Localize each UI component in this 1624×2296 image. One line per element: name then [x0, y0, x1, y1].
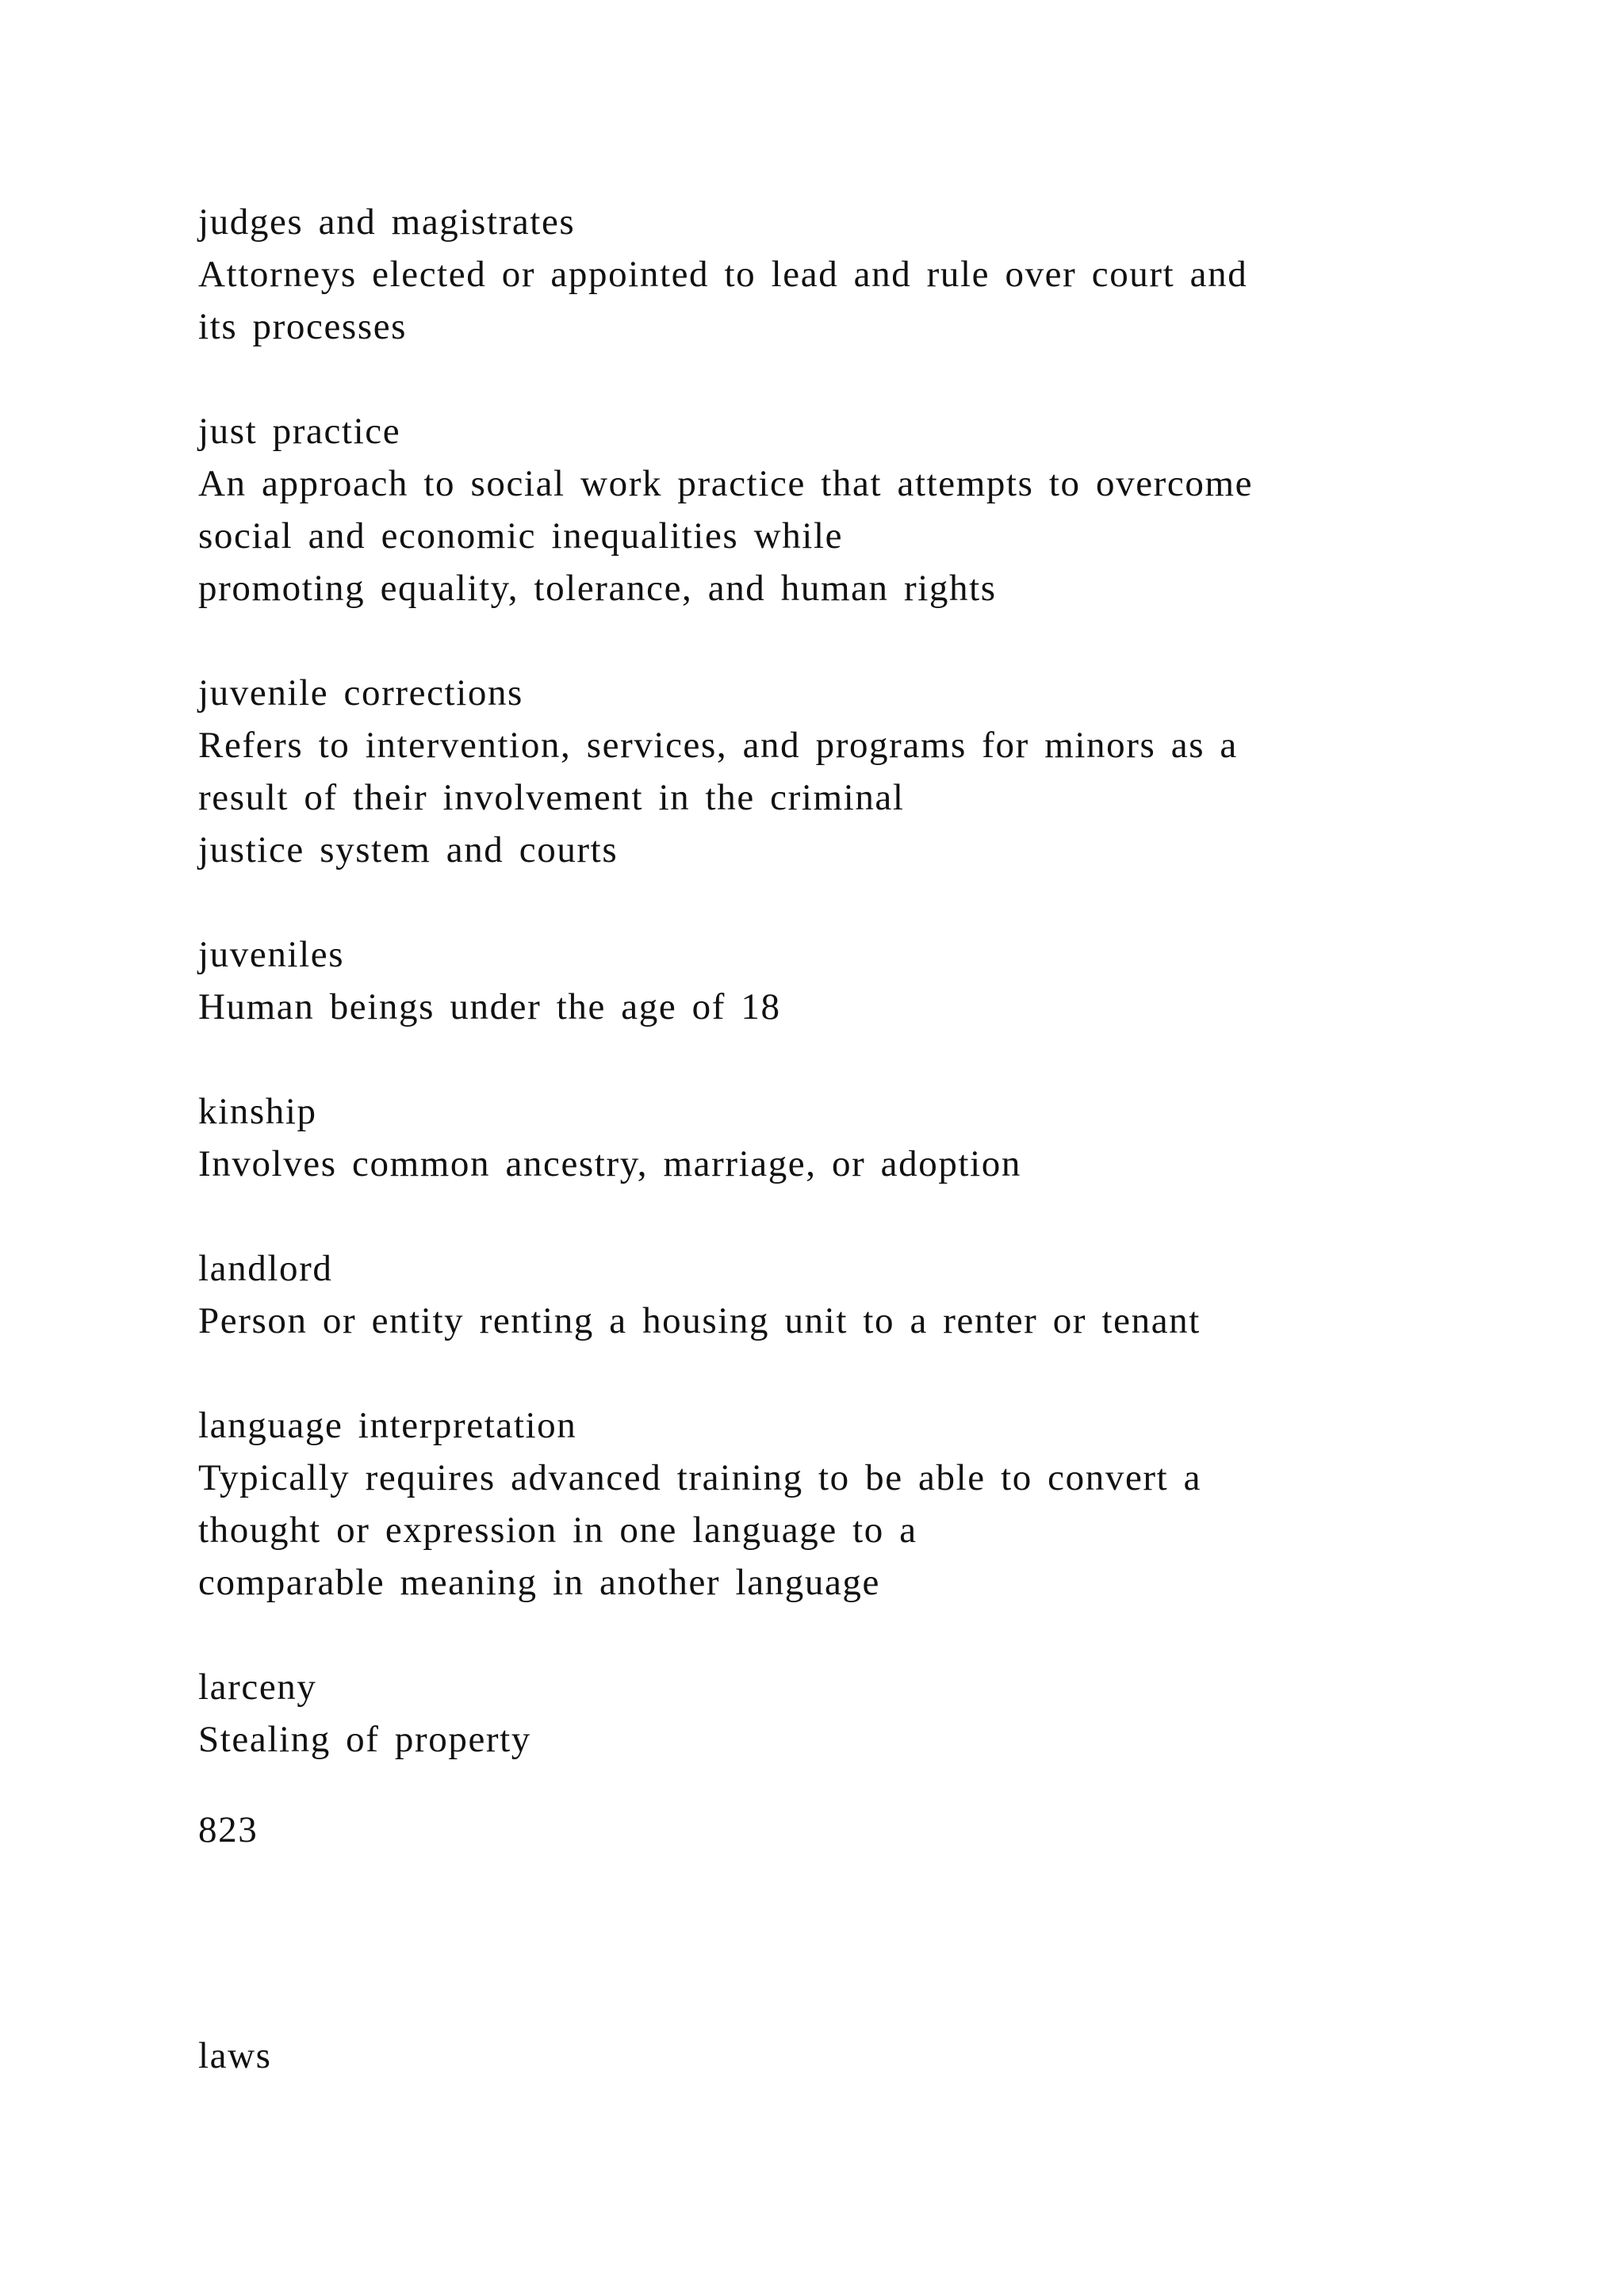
glossary-definition-line: social and economic inequalities while — [198, 515, 844, 557]
glossary-entry — [198, 405, 1435, 614]
glossary-definition-line: Attorneys elected or appointed to lead and rule over court and — [198, 254, 1248, 295]
glossary-term: larceny — [198, 1667, 317, 1708]
glossary-term-next-page: laws — [198, 2035, 272, 2076]
glossary-definition-line: comparable meaning in another language — [198, 1562, 880, 1603]
glossary-definition-line: Typically requires advanced training to be able to convert a — [198, 1457, 1202, 1498]
glossary-definition-line: promoting equality, tolerance, and human rights — [198, 568, 997, 609]
glossary-definition-line: justice system and courts — [198, 829, 619, 871]
glossary-entry — [198, 1085, 1435, 1190]
glossary-term: kinship — [198, 1091, 317, 1132]
glossary-list — [198, 196, 1435, 1818]
glossary-entry — [198, 667, 1435, 876]
glossary-definition-line: thought or expression in one language to a — [198, 1510, 917, 1551]
glossary-definition-line: Person or entity renting a housing unit to a renter or tenant — [198, 1300, 1201, 1341]
glossary-entry — [198, 1399, 1435, 1609]
page-number: 823 — [198, 1809, 259, 1850]
glossary-definition-line: result of their involvement in the criminal — [198, 777, 905, 818]
glossary-entry — [198, 928, 1435, 1033]
glossary-term: juvenile corrections — [198, 672, 523, 714]
glossary-definition-line: its processes — [198, 306, 408, 347]
glossary-entry — [198, 1242, 1435, 1347]
glossary-term: landlord — [198, 1248, 333, 1289]
glossary-definition-line: Involves common ancestry, marriage, or adoption — [198, 1143, 1021, 1184]
glossary-definition-line: Stealing of property — [198, 1719, 531, 1760]
glossary-entry — [198, 196, 1435, 353]
glossary-definition-line: Refers to intervention, services, and programs for minors as a — [198, 725, 1238, 766]
glossary-entry — [198, 1661, 1435, 1766]
glossary-term: just practice — [198, 411, 401, 452]
glossary-term: judges and magistrates — [198, 201, 576, 243]
glossary-term: juveniles — [198, 934, 345, 975]
glossary-definition-line: Human beings under the age of 18 — [198, 986, 781, 1027]
glossary-definition-line: An approach to social work practice that attempts to overcome — [198, 463, 1254, 504]
glossary-term: language interpretation — [198, 1405, 577, 1446]
